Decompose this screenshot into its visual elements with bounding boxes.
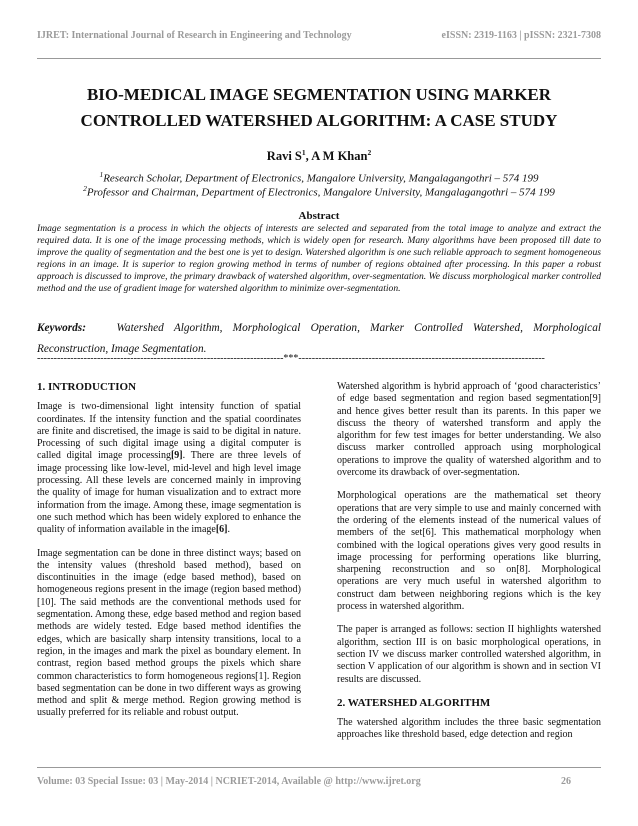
right-paragraph-3: The paper is arranged as follows: section II highlights watershed algorithm, section III is on basic morphological operations, in section IV we discuss marker controlled watershed algorithm, in section V application of our algorithm is shown and in section VI results are discussed.: [337, 624, 601, 685]
section-heading-introduction: 1. INTRODUCTION: [37, 381, 137, 393]
abstract-text: Image segmentation is a process in which the objects of interests are selected and separated from the total image to analyze and extract the required data. It is one of the image processing methods, which is widely open for research. Many algorithms have been proposed till date to improve the quality of segmentation and the best one is yet to design. Watershed algorithm is one such reliable approach to segment homogeneous regions in an image. It is superior to region growing method in terms of number of regions obtained after processing. In this paper a robust approach is discussed to improve, the primary drawback of watershed algorithm, over-segmentation. We discuss morphological marker controlled method and the use of gradient image for watershed algorithm to minimize over-segmentation.: [37, 223, 601, 295]
running-header: [37, 30, 601, 41]
affiliation-1: $^1$Research Scholar, Department of Electronics, Mangalore University, Mangalagangothri – 574 199: [99, 170, 539, 185]
running-footer: [37, 776, 601, 787]
right-paragraph-4: The watershed algorithm includes the three basic segmentation approaches like threshold based, edge detection and region: [337, 717, 601, 741]
intro-paragraph-1: Image is two-dimensional light intensity function of spatial coordinates. If the intensity function and the spatial coordinates are finite and discretised, the image is said to be digital in nature. Processing of such digital image using a digital computer is called digital image processing[9]. There are three levels of image processing like low-level, mid-level and high level image processing. All these levels are concerned mainly in improving the quality of image for human visualization and to extract more information from the image. Among these, image segmentation is one such method which has been widely explored to enhance the quality of information available in the image[6].: [37, 401, 301, 536]
paper-title: [40, 82, 598, 134]
title-line-2: CONTROLLED WATERSHED ALGORITHM: A CASE STUDY: [80, 111, 558, 130]
footer-rule: [37, 767, 601, 768]
journal-name: IJRET: International Journal of Research in Engineering and Technology: [37, 30, 352, 41]
right-paragraph-1: Watershed algorithm is hybrid approach of ‘good characteristics’ of edge based segmentation and region based segmentation[9] and hence gives better result than its parents. In this paper we discuss the theory of watershed transform and apply the algorithm for few test images for better understanding. We also discuss marker controlled approach using morphological operations to improve the quality of watershed algorithm and to overcome its drawback of over-segmentation.: [337, 381, 601, 479]
separator-line: --------------------------------------------------------------------------***--------------------------------------------------------------------------: [37, 353, 545, 364]
affiliation-2: $^2$Professor and Chairman, Department of Electronics, Mangalore University, Mangalagangothri – 574 199: [83, 184, 555, 199]
title-line-1: BIO-MEDICAL IMAGE SEGMENTATION USING MARKER: [86, 85, 552, 104]
footer-text: Volume: 03 Special Issue: 03 | May-2014 | NCRIET-2014, Available @ http://www.ijret.org: [37, 776, 421, 787]
keywords-label: Keywords:: [37, 322, 86, 334]
right-paragraph-2: Morphological operations are the mathematical set theory operations that are very simple to use and mainly concerned with the ordering of the elements instead of the numerical values of members of the set[6]. This mathematical morphology when combined with the logical operations gives very good results in image processing for performing operations like blurring, sharpening reconstruction and so on[8]. Morphological operations are very much useful in watershed algorithm to construct dam between neighboring regions which is the key process in watershed algorithm.: [337, 490, 601, 613]
intro-paragraph-2: Image segmentation can be done in three distinct ways; based on the intensity values (threshold based method), based on discontinuities in the image (edge based method), based on homogeneous regions present in the image (region based method)[10]. The said methods are the conventional methods used for segmentation. Among these, edge based method and region based methods are widely tested. Edge based method identifies the edges, which are basically sharp intensity transitions, local to a region, in the images and mark the pixel as boundary element. In contrast, region based method groups the pixels which share common characteristics to form homogeneous regions[1]. Region based segmentation can be done in two different ways as growing method and split & merge method. Region growing method is usually preferred for its reliable and robust output.: [37, 547, 301, 719]
page-number: 26: [561, 776, 571, 787]
issn: eISSN: 2319-1163 | pISSN: 2321-7308: [441, 30, 601, 41]
abstract-heading: Abstract: [298, 210, 340, 222]
right-column: [337, 381, 601, 753]
header-rule: [37, 58, 601, 59]
left-column: [37, 381, 301, 731]
keywords-text: Watershed Algorithm, Morphological Operation, Marker Controlled Watershed, Morphological Reconstruction, Image Segmentation.: [37, 322, 601, 355]
section-heading-watershed: 2. WATERSHED ALGORITHM: [337, 696, 491, 709]
authors: Ravi $S^1$, A M Khan$^2$: [266, 148, 372, 164]
